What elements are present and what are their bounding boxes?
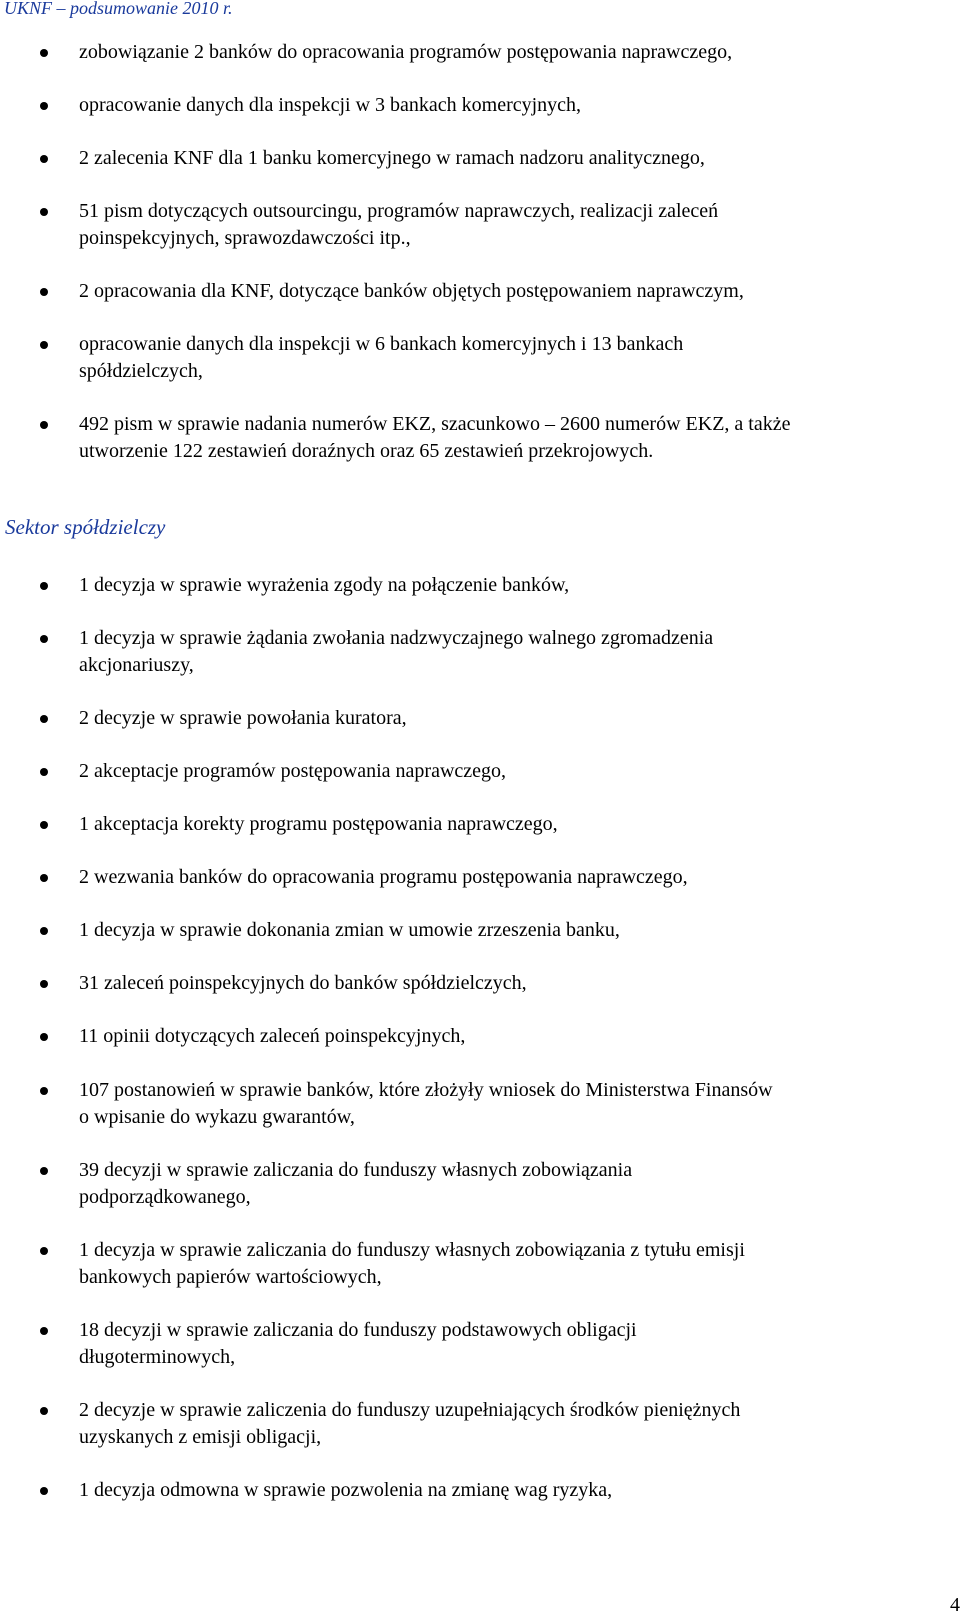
bullet-icon [40,421,48,429]
list-item-line: bankowych papierów wartościowych, [79,1266,382,1288]
bullet-icon [40,288,48,296]
bullet-icon [40,155,48,163]
bullet-icon [40,1247,48,1255]
list-item-text [79,970,959,997]
list-item-line: 2 decyzje w sprawie zaliczenia do funduszy uzupełniających środków pieniężnych [79,1399,741,1421]
list-item-text [79,864,959,891]
list-item-text [79,1477,959,1504]
section-heading-cooperative: Sektor spółdzielczy [5,515,166,539]
list-item-line: 51 pism dotyczących outsourcingu, programów naprawczych, realizacji zaleceń [79,200,719,222]
list-item-text [79,1237,959,1291]
list-item-text [79,1157,959,1211]
list-item-text [79,331,959,385]
page-number: 4 [950,1594,960,1616]
list-item-text [79,1077,959,1131]
list-item-line: 2 decyzje w sprawie powołania kuratora, [79,707,407,729]
list-item-text [79,92,959,119]
list-item-text [79,198,959,252]
list-item-line: podporządkowanego, [79,1186,251,1208]
list-item-line: 2 opracowania dla KNF, dotyczące banków objętych postępowaniem naprawczym, [79,280,744,302]
list-item-line: 1 akceptacja korekty programu postępowania naprawczego, [79,813,558,835]
bullet-icon [40,715,48,723]
bullet-icon [40,1167,48,1175]
list-item-line: 2 akceptacje programów postępowania naprawczego, [79,760,507,782]
list-item-line: długoterminowych, [79,1346,236,1368]
bullet-icon [40,927,48,935]
list-item-text [79,39,959,66]
list-item-line: 107 postanowień w sprawie banków, które złożyły wniosek do Ministerstwa Finansów [79,1079,773,1101]
list-item-line: 1 decyzja odmowna w sprawie pozwolenia na zmianę wag ryzyka, [79,1479,613,1501]
list-item-text [79,705,959,732]
list-item-line: spółdzielczych, [79,360,203,382]
list-item-line: poinspekcyjnych, sprawozdawczości itp., [79,227,411,249]
list-item-line: opracowanie danych dla inspekcji w 3 bankach komercyjnych, [79,94,582,116]
list-item-text [79,625,959,679]
list-item-line: 31 zaleceń poinspekcyjnych do banków spółdzielczych, [79,972,527,994]
bullet-icon [40,874,48,882]
list-item-line: 492 pism w sprawie nadania numerów EKZ, szacunkowo – 2600 numerów EKZ, a także [79,413,791,435]
list-item-line: 18 decyzji w sprawie zaliczania do funduszy podstawowych obligacji [79,1319,637,1341]
list-item-line: akcjonariuszy, [79,654,194,676]
list-item-line: 2 zalecenia KNF dla 1 banku komercyjnego w ramach nadzoru analitycznego, [79,147,705,169]
bullet-icon [40,49,48,57]
list-item-text [79,1317,959,1371]
bullet-icon [40,635,48,643]
list-item-line: 11 opinii dotyczących zaleceń poinspekcyjnych, [79,1025,466,1047]
list-item-text [79,758,959,785]
bullet-icon [40,341,48,349]
bullet-icon [40,102,48,110]
page-header: UKNF – podsumowanie 2010 r. [4,0,233,18]
list-item-text [79,1023,959,1050]
bullet-icon [40,1407,48,1415]
list-item-line: 1 decyzja w sprawie dokonania zmian w umowie zrzeszenia banku, [79,919,620,941]
bullet-icon [40,1327,48,1335]
bullet-icon [40,1033,48,1041]
list-item-text [79,278,959,305]
list-item-line: 1 decyzja w sprawie wyrażenia zgody na połączenie banków, [79,574,570,596]
bullet-icon [40,1487,48,1495]
list-item-line: 1 decyzja w sprawie żądania zwołania nadzwyczajnego walnego zgromadzenia [79,627,714,649]
list-item-line: 1 decyzja w sprawie zaliczania do funduszy własnych zobowiązania z tytułu emisji [79,1239,745,1261]
list-item-line: utworzenie 122 zestawień doraźnych oraz 65 zestawień przekrojowych. [79,440,654,462]
list-item-text [79,145,959,172]
list-item-text [79,917,959,944]
list-item-text [79,1397,959,1451]
list-item-text [79,572,959,599]
list-item-line: o wpisanie do wykazu gwarantów, [79,1106,355,1128]
bullet-icon [40,1087,48,1095]
list-item-line: opracowanie danych dla inspekcji w 6 bankach komercyjnych i 13 bankach [79,333,684,355]
bullet-icon [40,768,48,776]
bullet-icon [40,208,48,216]
list-item-line: uzyskanych z emisji obligacji, [79,1426,322,1448]
list-item-text [79,411,959,465]
list-item-line: 2 wezwania banków do opracowania programu postępowania naprawczego, [79,866,688,888]
list-item-line: 39 decyzji w sprawie zaliczania do funduszy własnych zobowiązania [79,1159,633,1181]
bullet-icon [40,582,48,590]
bullet-icon [40,980,48,988]
bullet-icon [40,821,48,829]
list-item-line: zobowiązanie 2 banków do opracowania programów postępowania naprawczego, [79,41,733,63]
list-item-text [79,811,959,838]
